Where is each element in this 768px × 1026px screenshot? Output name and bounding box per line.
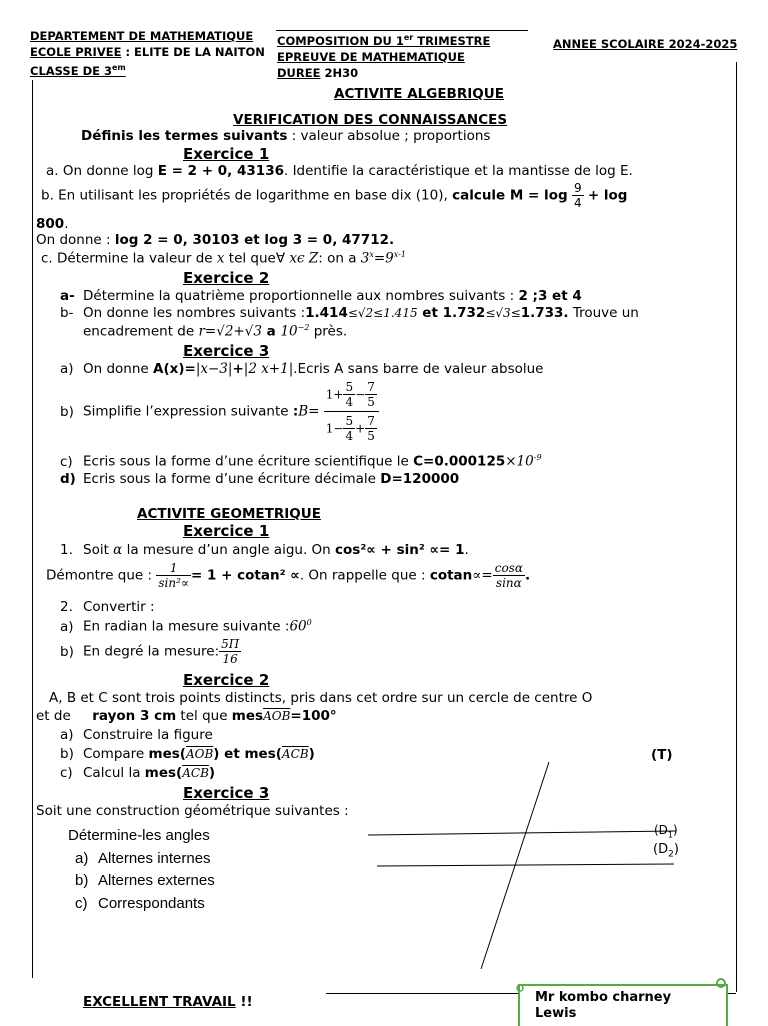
l2-bold3: =100° — [290, 708, 337, 724]
geo-ex2-l2 — [36, 708, 337, 724]
geo-ex3-item-b — [75, 872, 215, 889]
alg-ex2-b-text: On donne les nombres suivants : — [83, 305, 306, 321]
top-n1: 5 — [345, 380, 354, 394]
ex2-c-ang: $\overline{ACB}$ — [182, 766, 209, 780]
excellent-travail — [83, 994, 253, 1010]
show-den2: sinα — [495, 576, 522, 590]
alg-ex1-b — [41, 181, 627, 210]
ex2-b-bold1: mes( — [148, 746, 186, 762]
label-D2 — [653, 842, 679, 860]
alg-ex2-a-bold: 2 ;3 et 4 — [518, 288, 582, 304]
c-mid: tel que∀ — [224, 250, 290, 267]
alg-ex1-title: Exercice 1 — [183, 145, 270, 163]
b-pre: Simplifie l’expression suivante — [83, 403, 293, 420]
geo-i1-label: 1. — [60, 542, 73, 558]
school-year: ANNEE SCOLAIRE 2024-2025 — [553, 37, 738, 51]
alg-ex2-a-text: Détermine la quatrième proportionnelle aux nombres suivants : — [83, 288, 519, 304]
alg-ex1-a-pre: a. On donne log — [46, 163, 158, 179]
geo-ex2-l1: A, B et C sont trois points distincts, pris dans cet ordre sur un cercle de centre O — [49, 690, 593, 706]
define-line — [81, 128, 490, 144]
fraction-9-4 — [572, 181, 584, 210]
d2-end: ) — [673, 842, 679, 857]
duree-label: DUREE — [277, 65, 321, 80]
geo-ex1-a — [60, 618, 312, 635]
alg-ex1-b-bold2: + log — [587, 187, 628, 204]
alg-ex1-b-line2 — [36, 216, 68, 232]
geo-a-label: a) — [60, 618, 74, 635]
geo-b-text: En degré la mesure: — [83, 643, 220, 660]
label-T: (T) — [651, 747, 673, 763]
b-post: Trouve un — [568, 305, 639, 321]
fraction-5pi-16 — [219, 637, 241, 666]
bot-n1: 5 — [345, 414, 354, 428]
school-label: ECOLE PRIVEE — [30, 45, 122, 59]
bot-d2: 5 — [367, 429, 375, 443]
geo-b-num: 5Π — [221, 637, 240, 651]
item-b-label: b) — [75, 872, 89, 889]
composition: COMPOSITION DU 1 — [277, 33, 404, 48]
show-dot: . — [524, 567, 531, 584]
item-c-label: c) — [75, 895, 88, 912]
composition-sup: er — [403, 33, 414, 42]
item-a-text: Alternes internes — [98, 850, 211, 867]
ex2-b-bold3: ) — [308, 746, 315, 762]
show-den: sin²∝ — [158, 576, 190, 590]
item-c-text: Correspondants — [98, 895, 205, 912]
left-border — [32, 80, 33, 978]
ex2-b-ang1: $\overline{AOB}$ — [185, 747, 214, 761]
c3-bold: C=0.000125 — [413, 453, 506, 470]
l2-bold2: mes — [231, 708, 264, 724]
class-sup: em — [111, 63, 126, 72]
alg-ex1-c — [41, 250, 406, 267]
c-pre: c. Détermine la valeur de — [41, 250, 217, 267]
alg-ex1-b-dot: . — [64, 216, 69, 232]
b-ineq1: ≤√2≤1.415 — [347, 306, 418, 320]
top-d1: 4 — [345, 395, 354, 409]
item-b-text: Alternes externes — [98, 872, 215, 889]
d2-sub: 2 — [668, 849, 674, 860]
b-ineq2: ≤√3≤ — [485, 306, 521, 320]
geometry-figure — [360, 755, 690, 975]
complex-top — [324, 380, 379, 412]
item-a-label: a) — [75, 850, 89, 867]
bot-n2: 7 — [367, 414, 375, 428]
class-label: CLASSE DE 3 — [30, 63, 112, 78]
ex2-c-pre: Calcul la — [83, 765, 145, 781]
geo-i1-alpha: α — [113, 542, 123, 558]
show-eq: ∝= — [472, 567, 493, 584]
show-pre: Démontre que : — [46, 567, 157, 584]
geo-ex2-a — [60, 727, 213, 743]
alg-ex1-a-post: . Identifie la caractéristique et la mantisse de log E. — [283, 163, 633, 179]
geo-ex1-title: Exercice 1 — [183, 522, 270, 540]
geo-ex2-b — [60, 746, 315, 762]
alg-ex2-a-label: a- — [60, 288, 75, 304]
d-bold: D=120000 — [380, 471, 460, 487]
show-mid: . On rappelle que : — [299, 567, 430, 584]
author-box — [518, 984, 728, 1026]
b-a: a — [261, 323, 281, 340]
geo-i2-text: Convertir : — [83, 599, 155, 615]
c-set: xϵ Z — [289, 250, 319, 267]
alg-ex3-a-label: a) — [60, 361, 74, 377]
geo-i1-bold: cos²∝ + sin² ∝= 1 — [335, 542, 465, 558]
alg-ex3-d-label: d) — [60, 471, 76, 487]
right-border — [736, 62, 737, 992]
d2-text: (D — [653, 842, 669, 857]
geo-b-label: b) — [60, 643, 74, 660]
a-post: .Ecris A sans barre de valeur absolue — [293, 361, 544, 377]
a-bold: A(x)= — [153, 361, 196, 377]
geometry-title: ACTIVITE GEOMETRIQUE — [137, 506, 321, 522]
geo-ex3-item-c — [75, 895, 205, 912]
b-line2-pre: encadrement de — [83, 323, 199, 340]
header-left — [30, 28, 265, 79]
line-D2 — [377, 864, 674, 866]
c-x: x — [216, 250, 225, 267]
a-abs1: |x−3| — [195, 361, 233, 377]
ex2-b-bold2: ) et mes( — [213, 746, 282, 762]
school-name: : ELITE DE LA NAITON — [121, 45, 265, 59]
top-1: 1+ — [325, 387, 344, 402]
complex-bottom — [324, 412, 379, 443]
geo-ex3-prompt: Détermine-les angles — [68, 827, 210, 844]
department: DEPARTEMENT DE MATHEMATIQUE — [30, 29, 254, 43]
frac-num: 9 — [573, 181, 582, 195]
a-pre: On donne — [83, 361, 154, 377]
show-bold: = 1 + cotan² ∝ — [191, 567, 300, 584]
alg-ex3-b-label: b) — [60, 403, 74, 420]
ex2-c-bold1: mes( — [144, 765, 183, 781]
alg-ex2-b-line2 — [83, 323, 347, 340]
geo-ex1-1 — [60, 542, 469, 558]
geo-ex3-intro: Soit une construction géométrique suivantes : — [36, 803, 349, 819]
complex-fraction — [324, 380, 379, 443]
alg-ex2-b-label: b- — [60, 305, 74, 321]
composition-rest: TRIMESTRE — [413, 33, 491, 48]
top-n2: 7 — [367, 380, 375, 394]
geo-ex1-b — [60, 637, 241, 666]
ex2-a-label: a) — [60, 727, 74, 743]
c-eq-exp: x — [369, 250, 374, 259]
epreuve: EPREUVE DE MATHEMATIQUE — [277, 49, 465, 64]
geo-i1-pre: Soit — [83, 542, 114, 558]
show-num2: cosα — [494, 561, 523, 575]
alg-ex3-title: Exercice 3 — [183, 342, 270, 360]
alg-ex3-c — [60, 453, 542, 470]
b-bold1: 1.414 — [305, 305, 348, 321]
geo-ex2-c — [60, 765, 215, 781]
geo-ex3-title: Exercice 3 — [183, 784, 270, 802]
ex2-b-label: b) — [60, 746, 74, 762]
c3-pre: Ecris sous la forme d’une écriture scientifique le — [83, 453, 414, 470]
d-pre: Ecris sous la forme d’une écriture décimale — [83, 471, 381, 487]
show-bold2: cotan — [429, 567, 473, 584]
geo-ex3-item-a — [75, 850, 211, 867]
d1-end: ) — [673, 823, 678, 837]
l2-angle: $\overline{AOB}$ — [263, 709, 291, 723]
alg-ex2-a — [60, 288, 582, 304]
given-pre: On donne : — [36, 232, 115, 248]
geo-i1-dot: . — [464, 542, 469, 558]
duree-value: 2H30 — [324, 65, 359, 80]
b-bold2: et 1.732 — [417, 305, 486, 321]
geo-ex2-title: Exercice 2 — [183, 671, 270, 689]
top-op: − — [355, 387, 366, 402]
excellent-bang: !! — [235, 994, 253, 1010]
ex2-c-bold2: ) — [208, 765, 216, 781]
d1-sub: 1 — [667, 830, 674, 840]
c-eq2: =9 — [373, 250, 394, 267]
ex2-c-label: c) — [60, 765, 73, 781]
alg-ex1-b-pre: b. En utilisant les propriétés de logarithme en base dix (10), — [41, 187, 453, 204]
b-colon: : — [292, 403, 299, 420]
c-eq: 3 — [360, 250, 370, 267]
geo-b-den: 16 — [222, 652, 238, 666]
l2-pre: et de — [36, 708, 76, 724]
verif-title: VERIFICATION DES CONNAISSANCES — [233, 112, 508, 128]
alg-ex3-a — [60, 361, 543, 377]
fraction-cos-sin — [493, 561, 525, 590]
c-eq2-exp: x-1 — [393, 250, 406, 259]
alg-ex1-a-bold: E = 2 + 0, 43136 — [157, 163, 284, 179]
b-pow: 10 — [280, 323, 298, 340]
geo-a-deg: 0 — [306, 618, 312, 627]
d1-text: (D — [654, 823, 668, 837]
b-pow-exp: −2 — [297, 323, 310, 332]
scroll-curl-left-icon — [514, 982, 526, 994]
geo-a-val: 60 — [289, 618, 307, 635]
define-bold: Définis les termes suivants — [81, 128, 288, 144]
c3-times: ×10 — [505, 453, 534, 470]
algebra-title: ACTIVITE ALGEBRIQUE — [334, 86, 504, 102]
frac-den: 4 — [573, 196, 582, 210]
ex2-b-pre: Compare — [83, 746, 149, 762]
ex2-b-ang2: $\overline{ACB}$ — [281, 747, 309, 761]
b-post2: près. — [309, 323, 348, 340]
alg-ex3-c-label: c) — [60, 453, 73, 470]
geo-i2-label: 2. — [60, 599, 73, 615]
author-line2: Lewis — [535, 1006, 577, 1021]
geo-a-text: En radian la mesure suivante : — [83, 618, 290, 635]
b-r: r=√2+√3 — [198, 323, 262, 340]
c3-exp: -9 — [533, 453, 542, 462]
alg-ex1-a — [46, 163, 633, 179]
top-d2: 5 — [367, 395, 375, 409]
given-bold: log 2 = 0, 30103 et log 3 = 0, 47712. — [114, 232, 395, 248]
c-post: : on a — [318, 250, 361, 267]
ex2-a-text: Construire la figure — [83, 727, 213, 743]
line-D1 — [368, 831, 676, 835]
alg-ex1-b-bold: calcule M = log — [452, 187, 568, 204]
alg-ex2-title: Exercice 2 — [183, 269, 270, 287]
bot-d1: 4 — [345, 429, 354, 443]
geo-ex1-2 — [60, 599, 155, 615]
alg-ex2-b — [60, 305, 639, 321]
a-abs2: |2 x+1| — [243, 361, 294, 377]
b-bold3: 1.733. — [520, 305, 569, 321]
alg-ex3-b — [60, 380, 379, 443]
alg-ex1-b-800: 800 — [36, 216, 65, 232]
define-rest: : valeur absolue ; proportions — [287, 128, 491, 144]
bot-op: + — [355, 421, 366, 436]
show-num: 1 — [156, 561, 191, 576]
geo-i1-mid: la mesure d’un angle aigu. On — [122, 542, 336, 558]
bot-1: 1− — [325, 421, 344, 436]
a-plus: + — [232, 361, 244, 377]
b-B: B= — [298, 403, 320, 420]
geo-ex1-show — [46, 561, 530, 590]
author-line1: Mr kombo charney — [535, 990, 672, 1005]
scroll-curl-icon — [714, 976, 728, 990]
header-middle — [277, 30, 490, 81]
fraction-1-sin2 — [156, 561, 191, 590]
alg-ex1-given — [36, 232, 394, 248]
alg-ex3-d — [60, 471, 459, 487]
label-D1 — [654, 823, 678, 839]
l2-bold: rayon 3 cm — [92, 708, 177, 724]
excellent-text: EXCELLENT TRAVAIL — [83, 994, 236, 1010]
l2-mid: tel que — [176, 708, 232, 724]
